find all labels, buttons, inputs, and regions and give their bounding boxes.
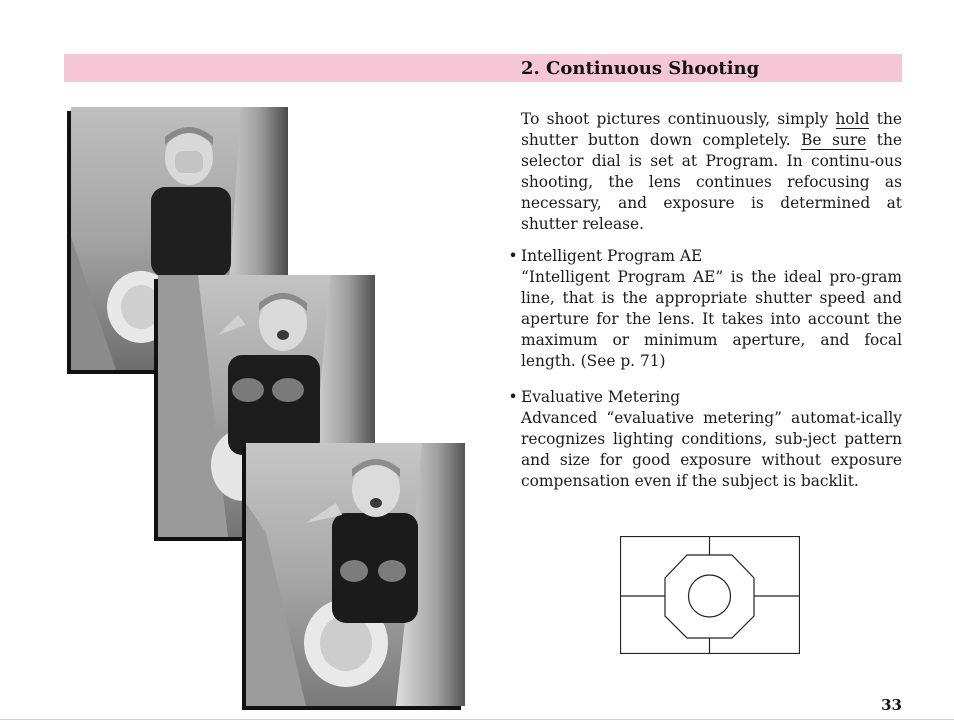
- bullet-evaluative-metering: [505, 387, 902, 492]
- intro-text-2: the shutter button down completely.: [521, 110, 902, 149]
- bullet-dot-icon: •: [508, 247, 518, 265]
- intro-emphasis-be-sure: Be sure: [801, 131, 867, 149]
- page-edge-divider: [0, 719, 954, 720]
- intro-paragraph: [521, 109, 902, 235]
- metering-zones-diagram: [620, 536, 800, 654]
- section-title: 2. Continuous Shooting: [521, 58, 760, 79]
- intro-emphasis-hold: hold: [835, 110, 870, 128]
- bullet-description: Advanced “evaluative metering” automat-ically recognizes lighting conditions, sub-ject pattern and size for good exposure without exposure compensation even if the subject is backlit.: [521, 409, 902, 490]
- bullet-heading: Evaluative Metering: [521, 388, 681, 406]
- bullet-intelligent-program-ae: [505, 246, 902, 372]
- photo-frame-3: [246, 443, 465, 706]
- page-number: 33: [881, 696, 902, 714]
- intro-text-1: To shoot pictures continuously, simply: [521, 110, 836, 128]
- bullet-heading: Intelligent Program AE: [521, 247, 703, 265]
- bullet-description: “Intelligent Program AE” is the ideal pro-gram line, that is the appropriate shutter speed and aperture for the lens. It takes into account the maximum or minimum aperture, and focal length. (See p. 71): [521, 268, 902, 370]
- intro-text-3: the selector dial is set at Program. In continu-ous shooting, the lens continues refocusing as necessary, and exposure is determined at shutter release.: [521, 131, 902, 233]
- section-header-band: [64, 54, 902, 82]
- bullet-dot-icon: •: [508, 388, 518, 406]
